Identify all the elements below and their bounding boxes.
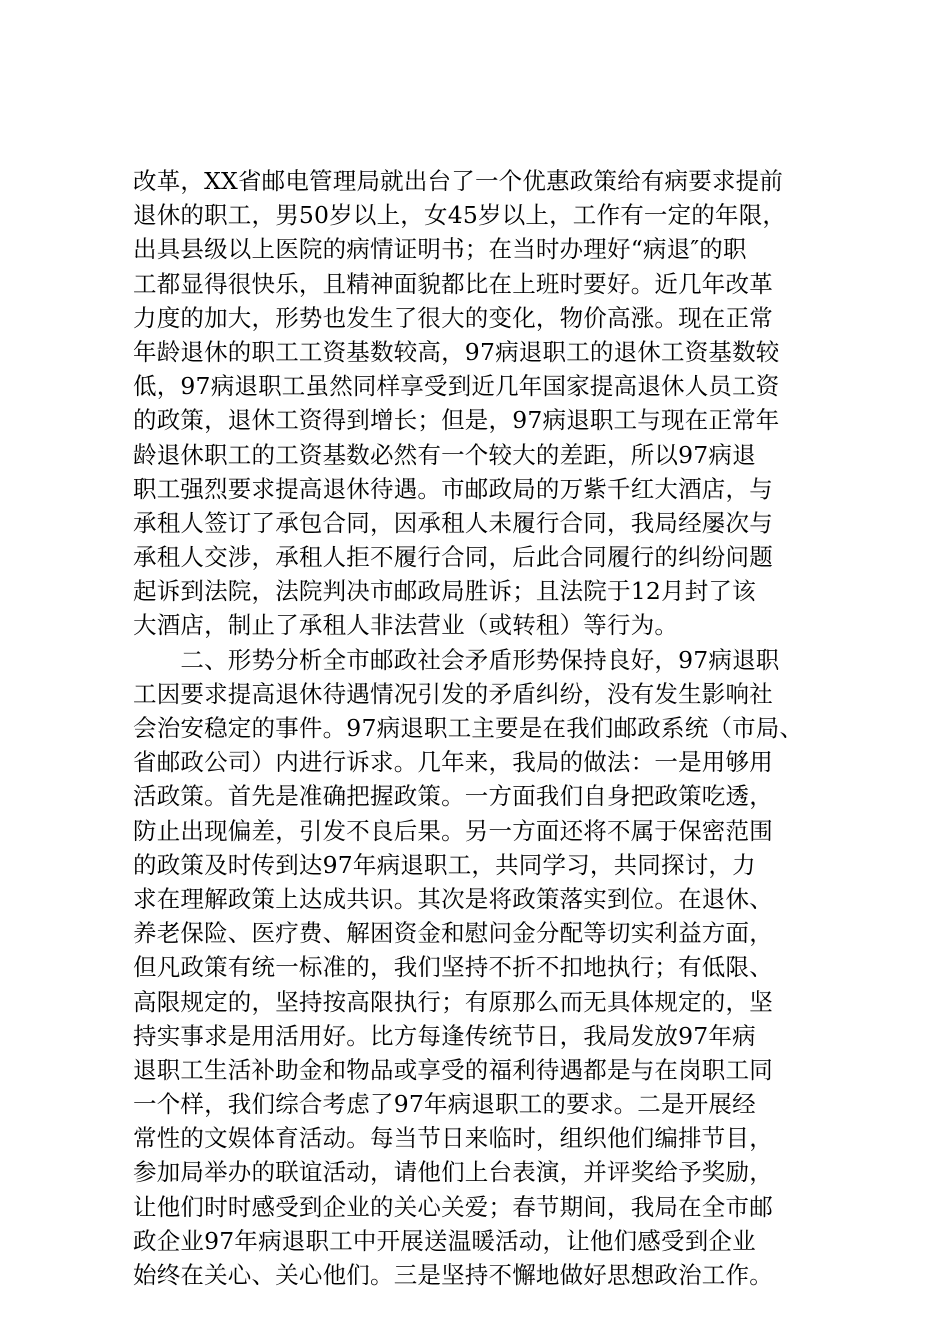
text-line: 出具县级以上医院的病情证明书；在当时办理好“病退″的职	[133, 235, 747, 264]
text-line: 省邮政公司）内进行诉求。几年来，我局的做法：一是用够用	[133, 748, 773, 777]
text-line: 二、形势分析全市邮政社会矛盾形势保持良好，97病退职	[133, 645, 780, 674]
text-line: 养老保险、医疗费、解困资金和慰问金分配等切实利益方面，	[133, 919, 773, 948]
text-line: 承租人交涉，承租人拒不履行合同，后此合同履行的纠纷问题	[133, 543, 773, 572]
text-line: 龄退休职工的工资基数必然有一个较大的差距，所以97病退	[133, 440, 756, 469]
text-line: 力度的加大，形势也发生了很大的变化，物价高涨。现在正常	[133, 303, 773, 332]
text-line: 起诉到法院，法院判决市邮政局胜诉；且法院于12月封了该	[133, 577, 756, 606]
text-line: 政企业97年病退职工中开展送温暖活动，让他们感受到企业	[133, 1226, 756, 1255]
document-body	[133, 164, 845, 1292]
text-line: 一个样，我们综合考虑了97年病退职工的要求。二是开展经	[133, 1090, 756, 1119]
text-line: 的政策及时传到达97年病退职工，共同学习，共同探讨，力	[133, 850, 756, 879]
text-line: 大酒店，制止了承租人非法营业（或转租）等行为。	[133, 611, 679, 640]
text-line: 让他们时时感受到企业的关心关爱；春节期间，我局在全市邮	[133, 1192, 773, 1221]
text-line: 职工强烈要求提高退休待遇。市邮政局的万紫千红大酒店，与	[133, 474, 773, 503]
text-line: 退休的职工，男50岁以上，女45岁以上，工作有一定的年限，	[133, 201, 787, 230]
text-line: 始终在关心、关心他们。三是坚持不懈地做好思想政治工作。	[133, 1261, 773, 1289]
text-line: 的政策，退休工资得到增长；但是，97病退职工与现在正常年	[133, 406, 780, 435]
text-line: 活政策。首先是准确把握政策。一方面我们自身把政策吃透，	[133, 782, 773, 811]
text-line: 求在理解政策上达成共识。其次是将政策落实到位。在退休、	[133, 884, 773, 913]
text-line: 持实事求是用活用好。比方每逢传统节日，我局发放97年病	[133, 1021, 756, 1050]
text-line: 常性的文娱体育活动。每当节日来临时，组织他们编排节目，	[133, 1124, 773, 1153]
text-line: 但凡政策有统一标准的，我们坚持不折不扣地执行；有低限、	[133, 953, 773, 982]
text-line: 工因要求提高退休待遇情况引发的矛盾纠纷，没有发生影响社	[133, 679, 773, 708]
text-line: 改革，XX省邮电管理局就出台了一个优惠政策给有病要求提前	[133, 167, 784, 195]
text-line: 工都显得很快乐，且精神面貌都比在上班时要好。近几年改革	[133, 269, 773, 298]
text-line: 低，97病退职工虽然同样享受到近几年国家提高退休人员工资	[133, 372, 780, 401]
text-line: 承租人签订了承包合同，因承租人未履行合同，我局经屡次与	[133, 508, 773, 537]
text-line: 会治安稳定的事件。97病退职工主要是在我们邮政系统（市局、	[133, 714, 804, 742]
text-line: 参加局举办的联谊活动，请他们上台表演，并评奖给予奖励，	[133, 1158, 773, 1187]
text-line: 高限规定的，坚持按高限执行；有原那么而无具体规定的，坚	[133, 987, 773, 1016]
text-line: 退职工生活补助金和物品或享受的福利待遇都是与在岗职工同	[133, 1055, 773, 1084]
text-line: 年龄退休的职工工资基数较高，97病退职工的退休工资基数较	[133, 337, 780, 366]
text-line: 防止出现偏差，引发不良后果。另一方面还将不属于保密范围	[133, 816, 773, 845]
